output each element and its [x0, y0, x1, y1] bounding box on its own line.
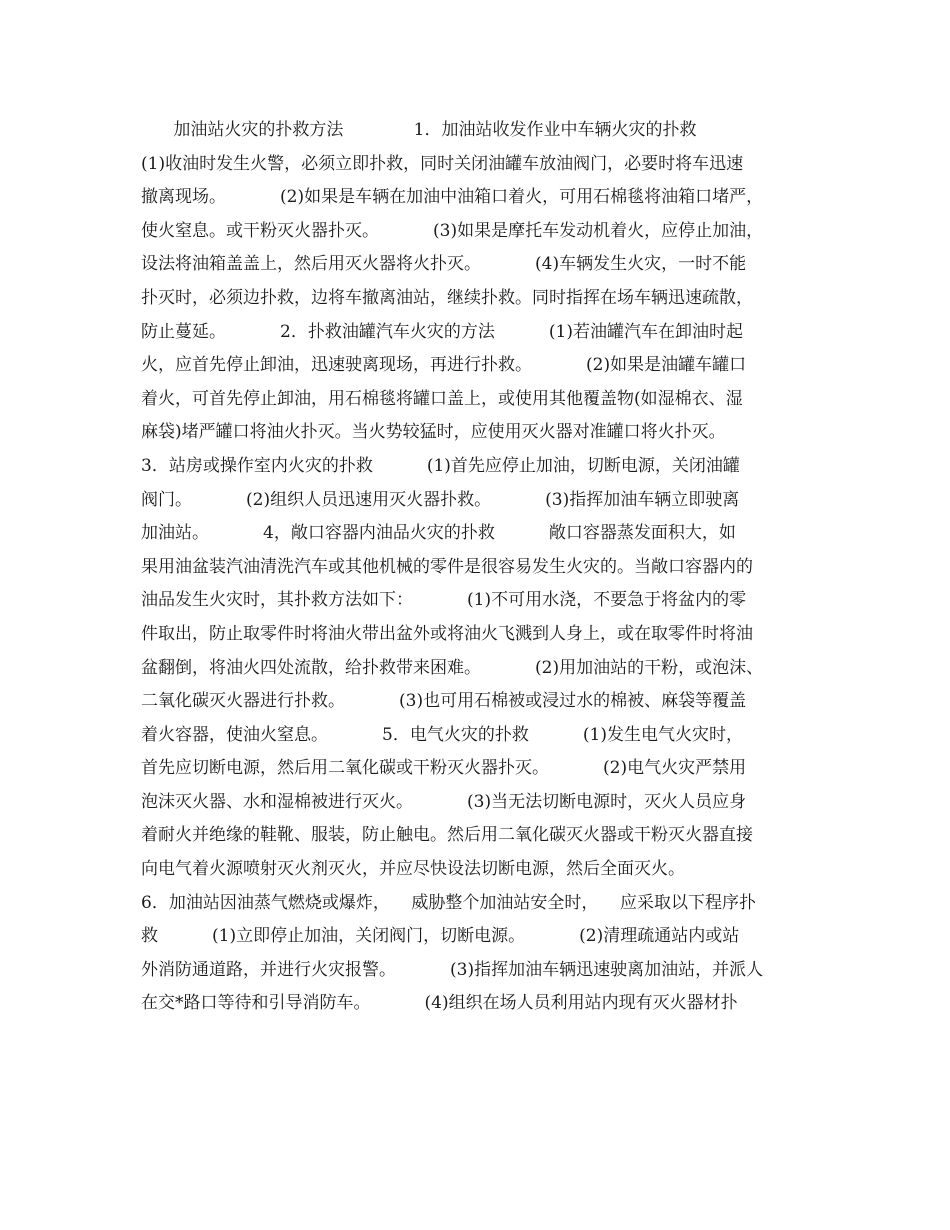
- text-line: 救 (1)立即停止加油，关闭阀门，切断电源。 (2)清理疏通站内或站: [141, 926, 740, 947]
- text-line: 阀门。 (2)组织人员迅速用灭火器扑救。 (3)指挥加油车辆立即驶离: [141, 489, 740, 510]
- text-line: 件取出，防止取零件时将油火带出盆外或将油火飞溅到人身上，或在取零件时将油: [141, 623, 753, 644]
- text-line: 外消防通道路，并进行火灾报警。 (3)指挥加油车辆迅速驶离加油站，并派人: [141, 959, 764, 980]
- text-line: 着火，可首先停止卸油，用石棉毯将罐口盖上，或使用其他覆盖物(如湿棉衣、湿: [141, 388, 743, 409]
- text-line: 首先应切断电源，然后用二氧化碳或干粉灭火器扑灭。 (2)电气火灾严禁用: [141, 758, 747, 779]
- text-line: 油品发生火灾时，其扑救方法如下： (1)不可用水浇，不要急于将盆内的零: [141, 590, 747, 611]
- text-line: 加油站火灾的扑救方法 1．加油站收发作业中车辆火灾的扑救: [141, 120, 697, 140]
- text-line: 向电气着火源喷射灭火剂灭火，并应尽快设法切断电源，然后全面灭火。: [141, 859, 685, 880]
- text-line: 设法将油箱盖盖上，然后用灭火器将火扑灭。 (4)车辆发生火灾，一时不能: [141, 254, 747, 275]
- text-line: 火，应首先停止卸油，迅速驶离现场，再进行扑救。 (2)如果是油罐车罐口: [141, 355, 747, 376]
- text-line: 果用油盆装汽油清洗汽车或其他机械的零件是很容易发生火灾的。当敞口容器内的: [141, 556, 753, 577]
- text-line: 麻袋)堵严罐口将油火扑灭。当火势较猛时，应使用灭火器对准罐口将火扑灭。: [141, 422, 726, 443]
- document-body: [141, 114, 813, 1021]
- text-line: 泡沫灭火器、水和湿棉被进行灭火。 (3)当无法切断电源时，灭火人员应身: [141, 791, 747, 812]
- text-line: 加油站。 4，敞口容器内油品火灾的扑救 敞口容器蒸发面积大，如: [141, 523, 736, 544]
- text-line: 着耐火并绝缘的鞋靴、服装，防止触电。然后用二氧化碳灭火器或干粉灭火器直接: [141, 825, 753, 846]
- text-line: 使火窒息。或干粉灭火器扑灭。 (3)如果是摩托车发动机着火，应停止加油，: [141, 220, 764, 241]
- text-line: 二氧化碳灭火器进行扑救。 (3)也可用石棉被或浸过水的棉被、麻袋等覆盖: [141, 691, 747, 712]
- text-line: 3．站房或操作室内火灾的扑救 (1)首先应停止加油，切断电源，关闭油罐: [141, 455, 740, 476]
- text-line: 扑灭时，必须边扑救，边将车撤离油站，继续扑救。同时指挥在场车辆迅速疏散，: [141, 287, 753, 308]
- text-line: 撤离现场。 (2)如果是车辆在加油中油箱口着火，可用石棉毯将油箱口堵严，: [141, 187, 764, 208]
- text-line: 在交*路口等待和引导消防车。 (4)组织在场人员利用站内现有灭火器材扑: [141, 993, 738, 1014]
- text-line: 着火容器，使油火窒息。 5．电气火灾的扑救 (1)发生电气火灾时，: [141, 724, 743, 745]
- text-line: (1)收油时发生火警，必须立即扑救，同时关闭油罐车放油阀门，必要时将车迅速: [141, 153, 744, 174]
- text-line: 防止蔓延。 2．扑救油罐汽车火灾的方法 (1)若油罐汽车在卸油时起: [141, 321, 743, 342]
- text-line: 盆翻倒，将油火四处流散，给扑救带来困难。 (2)用加油站的干粉，或泡沫、: [141, 657, 764, 678]
- text-line: 6．加油站因油蒸气燃烧或爆炸， 威胁整个加油站安全时， 应采取以下程序扑: [141, 892, 757, 913]
